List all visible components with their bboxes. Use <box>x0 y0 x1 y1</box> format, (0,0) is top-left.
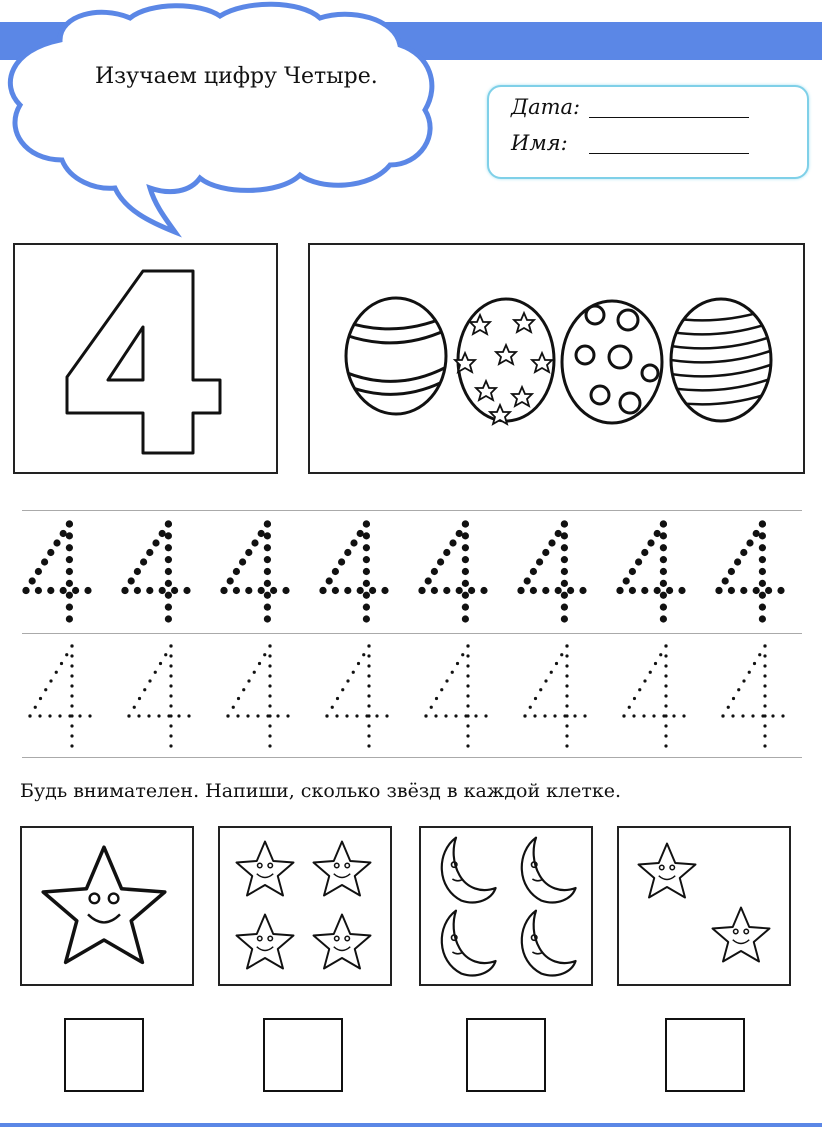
date-line[interactable] <box>589 117 749 118</box>
name-row <box>511 131 568 155</box>
dotted-digit-four[interactable] <box>226 644 289 747</box>
egg-dense-stripes <box>665 299 776 421</box>
page-title: Изучаем цифру Четыре. <box>95 64 378 89</box>
dotted-digit-four[interactable] <box>622 644 685 747</box>
moon-face-icon <box>522 911 576 976</box>
answer-box-3[interactable] <box>466 1018 546 1092</box>
digit-card <box>13 243 278 474</box>
count-box-2 <box>218 826 392 986</box>
dotted-digit-four[interactable] <box>523 644 586 747</box>
answer-box-1[interactable] <box>64 1018 144 1092</box>
moon-face-icon <box>442 838 496 903</box>
guide-line <box>22 633 802 634</box>
answer-box-4[interactable] <box>665 1018 745 1092</box>
dotted-digit-four[interactable] <box>418 520 487 622</box>
dotted-digit-four[interactable] <box>616 520 685 622</box>
dotted-digit-four[interactable] <box>28 644 91 747</box>
dotted-digit-four[interactable] <box>220 520 289 622</box>
count-box-4 <box>617 826 791 986</box>
dotted-digit-four[interactable] <box>424 644 487 747</box>
count-box-1 <box>20 826 194 986</box>
star-face-icon <box>43 847 165 962</box>
answer-box-2[interactable] <box>263 1018 343 1092</box>
moon-face-icon <box>522 838 576 903</box>
egg-stars <box>455 299 554 424</box>
dotted-digit-four[interactable] <box>715 520 784 622</box>
date-label: Дата: <box>511 95 581 119</box>
name-label: Имя: <box>511 131 568 155</box>
count-box-3 <box>419 826 593 986</box>
star-face-icon <box>639 844 696 898</box>
eggs-card <box>308 243 805 474</box>
dotted-digit-four[interactable] <box>319 520 388 622</box>
egg-striped <box>340 298 450 414</box>
date-row <box>511 95 580 119</box>
date-name-box <box>487 85 809 179</box>
star-face-icon <box>314 842 371 896</box>
egg-circles <box>562 301 662 423</box>
star-face-icon <box>237 842 294 896</box>
moon-face-icon <box>442 911 496 976</box>
dotted-digit-four[interactable] <box>127 644 190 747</box>
guide-line <box>22 510 802 511</box>
dotted-digit-four[interactable] <box>721 644 784 747</box>
dotted-digit-four[interactable] <box>325 644 388 747</box>
dotted-digit-four[interactable] <box>22 520 91 622</box>
dotted-digit-four[interactable] <box>121 520 190 622</box>
outline-digit-four <box>15 245 276 472</box>
star-face-icon <box>713 908 770 962</box>
dotted-digit-four[interactable] <box>517 520 586 622</box>
star-face-icon <box>237 915 294 969</box>
star-face-icon <box>314 915 371 969</box>
guide-line <box>22 757 802 758</box>
speech-cloud <box>0 0 450 240</box>
name-line[interactable] <box>589 153 749 154</box>
task-instruction: Будь внимателен. Напиши, сколько звёзд в каждой клетке. <box>20 780 622 802</box>
bottom-color-line <box>0 1123 822 1127</box>
